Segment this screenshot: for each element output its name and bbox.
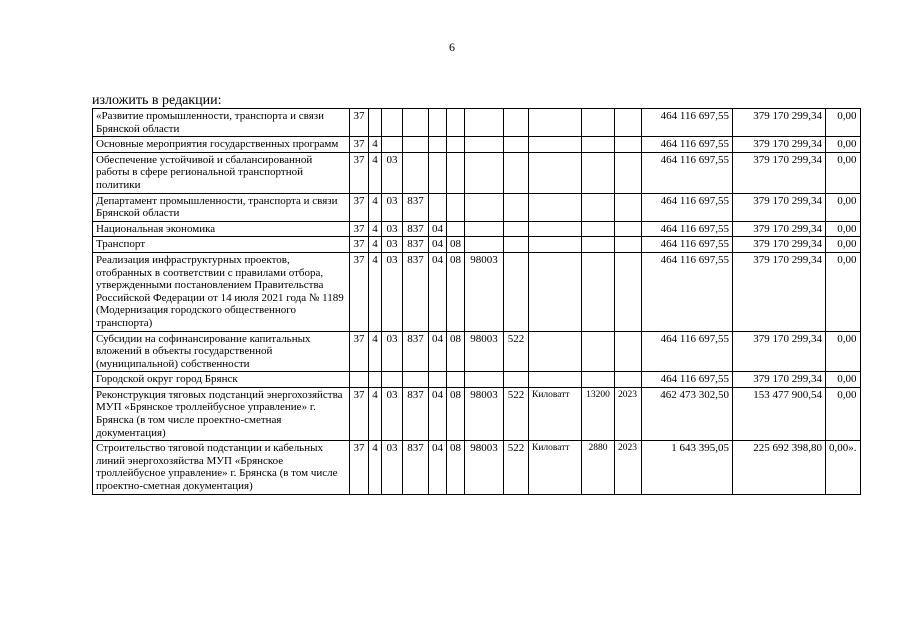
- capacity-cell: 2880: [582, 441, 615, 494]
- section-code-cell: [429, 109, 447, 137]
- table-row: [93, 441, 861, 494]
- gr-code-cell: 37: [350, 193, 369, 221]
- unit-cell: [529, 109, 582, 137]
- unit-cell: Киловатт: [529, 387, 582, 440]
- table-row: [93, 331, 861, 372]
- table-row: [93, 387, 861, 440]
- capacity-cell: [582, 152, 615, 193]
- pr-code-cell: [382, 372, 403, 388]
- row-name-cell: Реализация инфраструктурных проектов, отобранных в соответствии с правилами отбора, утвержденными постановлением Правительства Российской Федерации от 14 июля 2021 года № 1189 (Модернизация городского общественного транспорта): [93, 252, 350, 331]
- capacity-cell: [582, 221, 615, 237]
- ved-code-cell: 837: [403, 387, 429, 440]
- unit-cell: Киловатт: [529, 441, 582, 494]
- unit-cell: [529, 252, 582, 331]
- year-cell: [615, 237, 642, 253]
- pr-code-cell: 03: [382, 441, 403, 494]
- table-row: [93, 221, 861, 237]
- pr-code-cell: 03: [382, 331, 403, 372]
- amount-2024-cell: 379 170 299,34: [733, 252, 826, 331]
- subsection-code-cell: 08: [447, 441, 465, 494]
- pz-code-cell: 4: [369, 237, 382, 253]
- unit-cell: [529, 372, 582, 388]
- amount-2023-cell: 464 116 697,55: [642, 237, 733, 253]
- amount-2023-cell: 464 116 697,55: [642, 109, 733, 137]
- amount-2023-cell: 464 116 697,55: [642, 331, 733, 372]
- direction-code-cell: 98003: [465, 252, 504, 331]
- expense-type-cell: 522: [504, 387, 529, 440]
- section-code-cell: [429, 193, 447, 221]
- year-cell: [615, 331, 642, 372]
- expense-type-cell: [504, 372, 529, 388]
- gr-code-cell: 37: [350, 237, 369, 253]
- direction-code-cell: [465, 372, 504, 388]
- subsection-code-cell: [447, 137, 465, 153]
- direction-code-cell: [465, 237, 504, 253]
- ved-code-cell: [403, 137, 429, 153]
- budget-table-body: [93, 109, 861, 495]
- amount-2024-cell: 379 170 299,34: [733, 237, 826, 253]
- gr-code-cell: 37: [350, 152, 369, 193]
- pr-code-cell: 03: [382, 193, 403, 221]
- pr-code-cell: [382, 109, 403, 137]
- table-row: [93, 137, 861, 153]
- ved-code-cell: [403, 372, 429, 388]
- year-cell: 2023: [615, 387, 642, 440]
- ved-code-cell: [403, 109, 429, 137]
- expense-type-cell: [504, 193, 529, 221]
- pz-code-cell: [369, 372, 382, 388]
- expense-type-cell: 522: [504, 331, 529, 372]
- direction-code-cell: [465, 221, 504, 237]
- section-code-cell: [429, 152, 447, 193]
- amount-2025-cell: 0,00: [826, 372, 861, 388]
- expense-type-cell: [504, 152, 529, 193]
- amount-2025-cell: 0,00: [826, 109, 861, 137]
- ved-code-cell: 837: [403, 237, 429, 253]
- ved-code-cell: 837: [403, 221, 429, 237]
- gr-code-cell: 37: [350, 387, 369, 440]
- amount-2023-cell: 464 116 697,55: [642, 252, 733, 331]
- table-row: [93, 152, 861, 193]
- amount-2025-cell: 0,00: [826, 152, 861, 193]
- amount-2023-cell: 464 116 697,55: [642, 137, 733, 153]
- capacity-cell: [582, 252, 615, 331]
- pr-code-cell: 03: [382, 152, 403, 193]
- row-name-cell: Основные мероприятия государственных программ: [93, 137, 350, 153]
- row-name-cell: Обеспечение устойчивой и сбалансированной работы в сфере региональной транспортной политики: [93, 152, 350, 193]
- subsection-code-cell: [447, 152, 465, 193]
- row-name-cell: Городской округ город Брянск: [93, 372, 350, 388]
- unit-cell: [529, 331, 582, 372]
- pz-code-cell: [369, 109, 382, 137]
- amount-2023-cell: 462 473 302,50: [642, 387, 733, 440]
- amount-2024-cell: 379 170 299,34: [733, 137, 826, 153]
- ved-code-cell: 837: [403, 331, 429, 372]
- amount-2025-cell: 0,00: [826, 252, 861, 331]
- section-code-cell: 04: [429, 221, 447, 237]
- subsection-code-cell: [447, 221, 465, 237]
- pz-code-cell: 4: [369, 137, 382, 153]
- table-row: [93, 193, 861, 221]
- amount-2023-cell: 464 116 697,55: [642, 372, 733, 388]
- unit-cell: [529, 221, 582, 237]
- capacity-cell: [582, 372, 615, 388]
- row-name-cell: Департамент промышленности, транспорта и связи Брянской области: [93, 193, 350, 221]
- capacity-cell: [582, 109, 615, 137]
- amount-2024-cell: 379 170 299,34: [733, 221, 826, 237]
- unit-cell: [529, 137, 582, 153]
- amount-2025-cell: 0,00: [826, 237, 861, 253]
- row-name-cell: Национальная экономика: [93, 221, 350, 237]
- expense-type-cell: [504, 221, 529, 237]
- year-cell: [615, 252, 642, 331]
- capacity-cell: 13200: [582, 387, 615, 440]
- table-row: [93, 237, 861, 253]
- amount-2024-cell: 379 170 299,34: [733, 109, 826, 137]
- year-cell: [615, 152, 642, 193]
- amount-2025-cell: 0,00: [826, 193, 861, 221]
- capacity-cell: [582, 237, 615, 253]
- amount-2025-cell: 0,00: [826, 221, 861, 237]
- subsection-code-cell: 08: [447, 252, 465, 331]
- unit-cell: [529, 152, 582, 193]
- section-code-cell: 04: [429, 387, 447, 440]
- pz-code-cell: 4: [369, 193, 382, 221]
- expense-type-cell: [504, 137, 529, 153]
- amount-2023-cell: 464 116 697,55: [642, 193, 733, 221]
- pz-code-cell: 4: [369, 152, 382, 193]
- pz-code-cell: 4: [369, 331, 382, 372]
- amount-2025-cell: 0,00: [826, 331, 861, 372]
- intro-text: изложить в редакции:: [92, 93, 222, 108]
- ved-code-cell: [403, 152, 429, 193]
- table-row: [93, 252, 861, 331]
- gr-code-cell: 37: [350, 137, 369, 153]
- section-code-cell: [429, 372, 447, 388]
- direction-code-cell: [465, 137, 504, 153]
- direction-code-cell: 98003: [465, 331, 504, 372]
- section-code-cell: 04: [429, 331, 447, 372]
- ved-code-cell: 837: [403, 441, 429, 494]
- year-cell: [615, 372, 642, 388]
- section-code-cell: 04: [429, 441, 447, 494]
- gr-code-cell: 37: [350, 109, 369, 137]
- row-name-cell: «Развитие промышленности, транспорта и связи Брянской области: [93, 109, 350, 137]
- expense-type-cell: [504, 237, 529, 253]
- subsection-code-cell: [447, 193, 465, 221]
- unit-cell: [529, 237, 582, 253]
- gr-code-cell: 37: [350, 331, 369, 372]
- ved-code-cell: 837: [403, 193, 429, 221]
- pz-code-cell: 4: [369, 252, 382, 331]
- budget-table: [92, 108, 861, 495]
- row-name-cell: Реконструкция тяговых подстанций энергохозяйства МУП «Брянское троллейбусное управление» г. Брянска (в том числе проектно-сметная документация): [93, 387, 350, 440]
- amount-2024-cell: 379 170 299,34: [733, 152, 826, 193]
- unit-cell: [529, 193, 582, 221]
- amount-2025-cell: 0,00: [826, 387, 861, 440]
- gr-code-cell: [350, 372, 369, 388]
- pz-code-cell: 4: [369, 387, 382, 440]
- section-code-cell: 04: [429, 237, 447, 253]
- pr-code-cell: 03: [382, 252, 403, 331]
- row-name-cell: Транспорт: [93, 237, 350, 253]
- gr-code-cell: 37: [350, 221, 369, 237]
- amount-2025-cell: 0,00».: [826, 441, 861, 494]
- direction-code-cell: [465, 109, 504, 137]
- gr-code-cell: 37: [350, 441, 369, 494]
- section-code-cell: 04: [429, 252, 447, 331]
- table-row: [93, 372, 861, 388]
- amount-2024-cell: 379 170 299,34: [733, 193, 826, 221]
- year-cell: [615, 137, 642, 153]
- amount-2024-cell: 379 170 299,34: [733, 331, 826, 372]
- amount-2025-cell: 0,00: [826, 137, 861, 153]
- subsection-code-cell: [447, 109, 465, 137]
- table-row: [93, 109, 861, 137]
- pr-code-cell: [382, 137, 403, 153]
- year-cell: [615, 193, 642, 221]
- pz-code-cell: 4: [369, 441, 382, 494]
- subsection-code-cell: 08: [447, 331, 465, 372]
- expense-type-cell: 522: [504, 441, 529, 494]
- row-name-cell: Строительство тяговой подстанции и кабельных линий энергохозяйства МУП «Брянское троллейбусное управление» г. Брянска (в том числе проектно-сметная документация): [93, 441, 350, 494]
- amount-2024-cell: 225 692 398,80: [733, 441, 826, 494]
- subsection-code-cell: [447, 372, 465, 388]
- amount-2024-cell: 379 170 299,34: [733, 372, 826, 388]
- amount-2023-cell: 1 643 395,05: [642, 441, 733, 494]
- year-cell: [615, 221, 642, 237]
- amount-2023-cell: 464 116 697,55: [642, 152, 733, 193]
- capacity-cell: [582, 137, 615, 153]
- capacity-cell: [582, 331, 615, 372]
- direction-code-cell: [465, 193, 504, 221]
- subsection-code-cell: 08: [447, 237, 465, 253]
- direction-code-cell: 98003: [465, 441, 504, 494]
- ved-code-cell: 837: [403, 252, 429, 331]
- expense-type-cell: [504, 109, 529, 137]
- subsection-code-cell: 08: [447, 387, 465, 440]
- direction-code-cell: [465, 152, 504, 193]
- section-code-cell: [429, 137, 447, 153]
- pr-code-cell: 03: [382, 237, 403, 253]
- row-name-cell: Субсидии на софинансирование капитальных вложений в объекты государственной (муниципальной) собственности: [93, 331, 350, 372]
- expense-type-cell: [504, 252, 529, 331]
- gr-code-cell: 37: [350, 252, 369, 331]
- amount-2023-cell: 464 116 697,55: [642, 221, 733, 237]
- year-cell: 2023: [615, 441, 642, 494]
- pr-code-cell: 03: [382, 221, 403, 237]
- amount-2024-cell: 153 477 900,54: [733, 387, 826, 440]
- capacity-cell: [582, 193, 615, 221]
- page-number: 6: [449, 40, 455, 54]
- year-cell: [615, 109, 642, 137]
- pr-code-cell: 03: [382, 387, 403, 440]
- direction-code-cell: 98003: [465, 387, 504, 440]
- pz-code-cell: 4: [369, 221, 382, 237]
